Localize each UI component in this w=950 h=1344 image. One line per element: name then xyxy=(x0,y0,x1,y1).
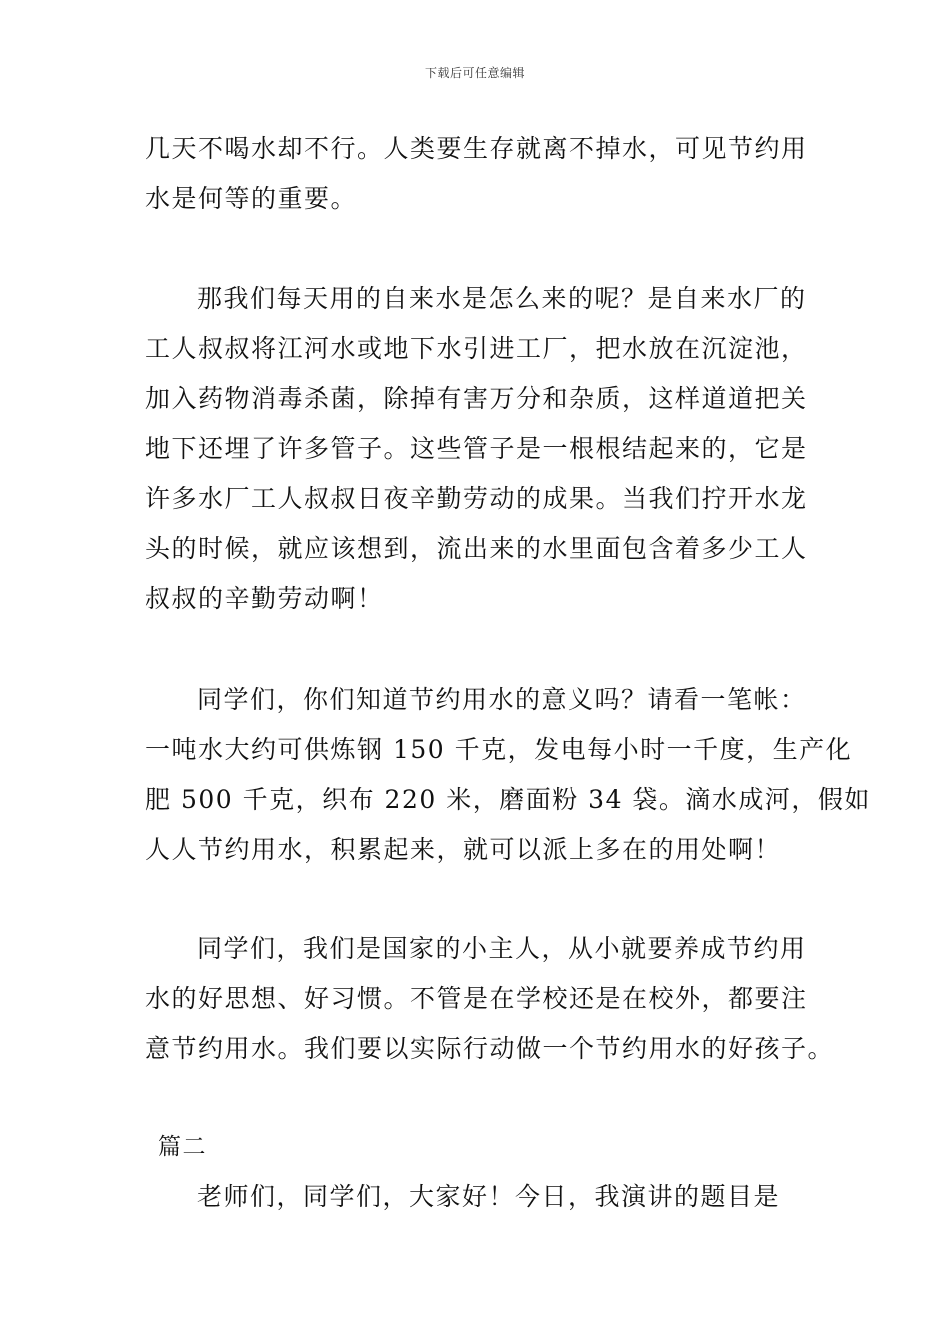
text-line: 叔叔的辛勤劳动啊！ xyxy=(145,584,384,613)
text-line: 工人叔叔将江河水或地下水引进工厂，把水放在沉淀池， xyxy=(145,334,808,363)
text-line: 肥 500 千克，织布 220 米，磨面粉 34 袋。滴水成河，假如 xyxy=(145,785,871,814)
text-line: 那我们每天用的自来水是怎么来的呢？是自来水厂的 xyxy=(197,284,807,313)
text-line: 地下还埋了许多管子。这些管子是一根根结起来的，它是 xyxy=(145,434,808,463)
text-line: 水的好思想、好习惯。不管是在学校还是在校外，都要注 xyxy=(145,984,808,1013)
text-line: 加入药物消毒杀菌，除掉有害万分和杂质，这样道道把关 xyxy=(145,384,808,413)
text-line: 人人节约用水，积累起来，就可以派上多在的用处啊！ xyxy=(145,835,782,864)
page-header-note: 下载后可任意编辑 xyxy=(424,66,525,80)
text-line: 头的时候，就应该想到，流出来的水里面包含着多少工人 xyxy=(145,534,808,563)
text-line: 同学们，你们知道节约用水的意义吗？请看一笔帐： xyxy=(197,685,807,714)
text-line: 老师们，同学们，大家好！今日，我演讲的题目是 xyxy=(197,1182,781,1211)
text-line: 意节约用水。我们要以实际行动做一个节约用水的好孩子。 xyxy=(145,1034,835,1063)
text-line: 一吨水大约可供炼钢 150 千克，发电每小时一千度，生产化 xyxy=(145,735,853,764)
text-line: 许多水厂工人叔叔日夜辛勤劳动的成果。当我们拧开水龙 xyxy=(145,484,808,513)
text-line: 几天不喝水却不行。人类要生存就离不掉水，可见节约用 xyxy=(145,134,808,163)
text-line: 同学们，我们是国家的小主人，从小就要养成节约用 xyxy=(197,934,807,963)
section-heading: 篇二 xyxy=(158,1134,207,1160)
text-line: 水是何等的重要。 xyxy=(145,184,358,213)
